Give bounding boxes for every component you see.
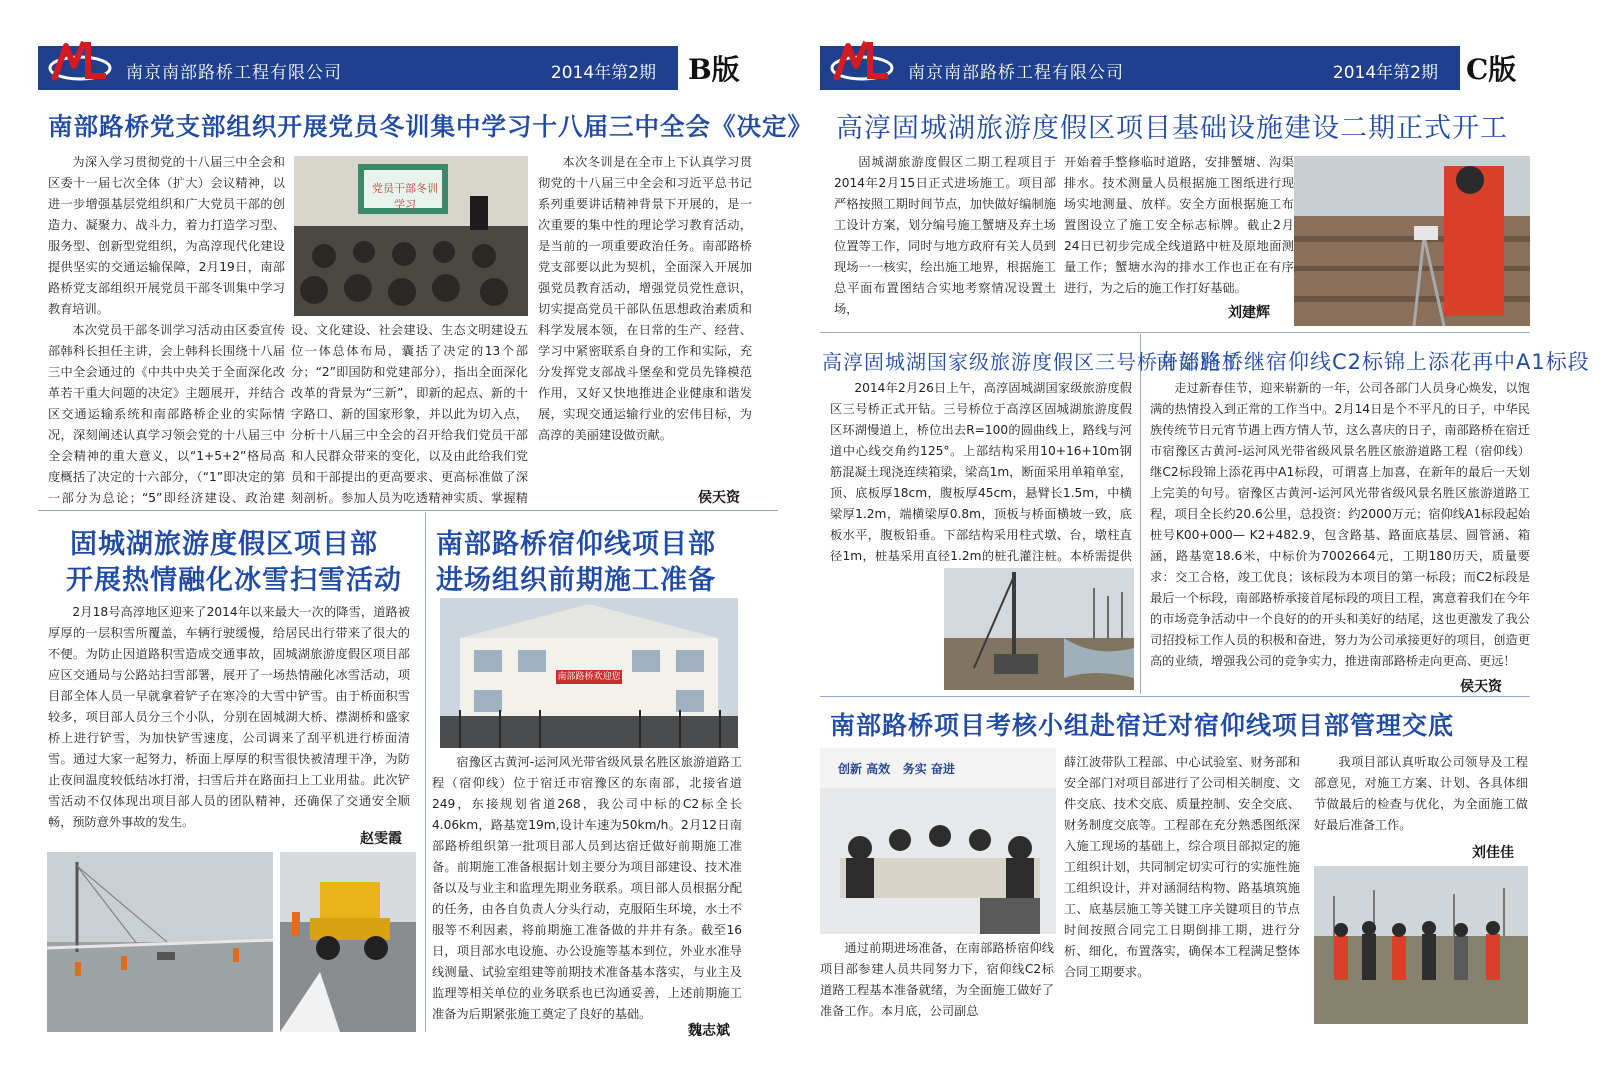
article-paragraph: 固城湖旅游度假区二期工程项目于2014年2月15日正式进场施工。项目部严格按照工期时间节点，加快做好编制施工设计方案，划分编号施工蟹塘及弃土场位置等工作，同时与地方政府有关人员到现场一一核实，绘出施工地界，根据施工总平面布置图结合实地考察情况设置土场， (834, 155, 1056, 316)
article-author: 侯天资 (1460, 679, 1502, 695)
article-body (1314, 752, 1528, 842)
site-inspection-photo (1314, 866, 1528, 1024)
section-divider (38, 510, 778, 511)
article-headline: 开展热情融化冰雪扫雪活动 (66, 565, 402, 596)
issue-number: 2014年第2期 (1332, 63, 1438, 83)
article-body (1150, 378, 1530, 692)
article-author: 刘建辉 (1228, 305, 1270, 321)
article-headline: 南部路桥党支部组织开展党员冬训集中学习十八届三中全会《决定》 (48, 112, 813, 141)
column-divider (1140, 334, 1141, 694)
project-office-photo (440, 598, 738, 748)
article-headline: 高淳固城湖国家级旅游度假区三号桥开始施工 (822, 350, 1242, 374)
article-body (820, 938, 1054, 1030)
article-headline: 进场组织前期施工准备 (436, 565, 716, 596)
column-divider (425, 512, 426, 1032)
page-c (820, 0, 1600, 1090)
bridge-drilling-photo (944, 568, 1134, 690)
welcome-sign-text: 南部路桥欢迎您 (557, 672, 621, 682)
article-paragraph: 我项目部认真听取公司领导及工程部意见，对施工方案、计划、各具体细节做最后的检查与优化，为全面施工做好最后准备工作。 (1314, 755, 1528, 832)
article-body (432, 752, 742, 1024)
article-headline: 南部路桥宿仰线项目部 (436, 529, 716, 560)
meeting-photo (294, 156, 528, 316)
article-paragraph: 走过新春佳节，迎来崭新的一年，公司各部门人员身心焕发，以饱满的热情投入到正常的工作当中。2月14日是个不平凡的日子，中华民族传统节日元宵节遇上西方情人节，这么喜庆的日子，南部路桥在宿迁市宿豫区古黄河-运河风光带省级风景名胜区旅游道路工程（宿仰线）继C2标段锦上添花再中A1标段，可谓喜上加喜，在新年的最后一天划上完美的句号。宿豫区古黄河-运河风光带省级风景名胜区旅游道路工程，项目全长约20.6公里，总投资：约2000万元；宿仰线A1标段起始桩号K00+000— K2+482.9，包含路基、路面底基层、圆管涵、箱涵，路基宽18.6米，中标价为7002664元，工期180历天，质量要求：交工合格，竣工优良；该标段为本项目的第一标段；而C2标段是最后一个标段，南部路桥承接首尾标段的项目工程，寓意着我们在今年的市场竞争活动中一个良好的的开头和美好的结尾，这也更激发了我公司招投标工作人员的积极和奋进，努力为公司承接更好的项目，创造更高的业绩，增强我公司的竞争实力，推进南部路桥走向更高、更远！ (1150, 381, 1530, 668)
company-name: 南京南部路桥工程有限公司 (126, 63, 342, 83)
article-paragraph: 为深入学习贯彻党的十八届三中全会和区委十一届七次全体（扩大）会议精神，以进一步增强基层党组织和广大党员干部的创造力、凝聚力、战斗力，着力打造学习型、服务型、创新型党组织，为高淳现代化建设提供坚实的交通运输保障，2月19日，南部路桥党支部组织开展党员干部冬训集中学习教育培训。 (48, 155, 285, 316)
article-body (834, 152, 1056, 320)
company-logo-icon (826, 36, 896, 90)
article-headline: 固城湖旅游度假区项目部 (70, 529, 378, 560)
article-paragraph: 2014年2月26日上午，高淳固城湖国家级旅游度假区三号桥正式开钻。三号桥位于高淳区固城湖旅游度假区环湖慢道上，桥位出去R=100的圆曲线上，路线与河道中心线交角约125°。上部结构采用10+16+10m钢筋混凝土现浇连续箱梁，梁高1m，断面采用单箱单室，顶、底板厚18cm，腹板厚45cm，悬臂长1.5m，中横梁厚1.2m，端横梁厚0.8m，顶板与桥面横坡一致，底板水平，腹板铅垂。下部结构采用柱式墩、台，墩柱直径1m，桩基采用直径1.2m的桩孔灌注桩。本桥需提供 (830, 381, 1132, 563)
article-paragraph: 通过前期进场准备，在南部路桥宿仰线项目部参建人员共同努力下，宿仰线C2标道路工程基本准备就绪，为全面施工做好了准备工作。本月底，公司副总 (820, 941, 1054, 1018)
article-paragraph: 2月18号高淳地区迎来了2014年以来最大一次的降雪，道路被厚厚的一层积雪所覆盖，车辆行驶缓慢，给居民出行带来了很大的不便。为防止因道路积雪造成交通事故，固城湖旅游度假区项目部应区交通局与公路站扫雪部署，展开了一场热情融化冰雪活动，项目部全体人员一早就拿着铲子在寒冷的大雪中铲雪。由于桥面积雪较多，项目部人员分三个小队，分别在固城湖大桥、襟湖桥和盛家桥上进行铲雪，为加快铲雪速度，公司调来了刮平机进行桥面清雪。通过大家一起努力，桥面上厚厚的积雪很快被清理干净，为防止夜间温度较低结冰打滑，扫雪后并在路面扫上工业用盐。此次铲雪活动不仅体现出项目部人员的团队精神，还确保了交通安全顺畅，预防意外事故的发生。 (48, 605, 410, 829)
article-paragraph: 宿豫区古黄河-运河风光带省级风景名胜区旅游道路工程（宿仰线）位于宿迁市宿豫区的东南部，北接省道249，东接规划省道268，我公司中标的C2标全长4.06km，路基宽19m,设计车速为50km/h。2月12日南部路桥组织第一批项目部人员到达宿迁做好前期施工准备。前期施工准备根据计划主要分为项目部建设、技术准备以及与业主和监理先期业务联系。项目部人员根据分配的任务，由各自负责人分头行动，克服陌生环境，水土不服等不利因素，将前期施工准备做的井井有条。截至16日，项目部水电设施、办公设施等基本到位，外业水准导线测量、试验室组建等前期技术准备基本落实，与业主及监理等相关单位的业务联系也已沟通妥善，上述前期施工准备为后期紧张施工奠定了良好的基础。 (432, 755, 742, 1021)
article-body (830, 378, 1132, 566)
article-body (1064, 752, 1300, 1034)
company-logo-icon (44, 36, 114, 90)
article-author: 魏志斌 (688, 1023, 730, 1039)
article-headline: 南部路桥继宿仰线C2标锦上添花再中A1标段 (1156, 350, 1590, 374)
survey-photo (1294, 156, 1530, 326)
snow-plow-photo (280, 852, 416, 1032)
article-headline: 南部路桥项目考核小组赴宿迁对宿仰线项目部管理交底 (830, 711, 1455, 740)
article-author: 赵雯霞 (360, 831, 402, 847)
article-paragraph: 薛江波带队工程部、中心试验室、财务部和安全部门对项目部进行了公司相关制度、文件交底、技术交底、质量控制、安全交底、财务制度交底等。工程部在充分熟悉图纸深入施工现场的基础上，综合项目部拟定的施工组织计划，共同制定切实可行的实施性施工组织设计，并对涵洞结构物、路基填筑施工、底基层施工等关键工序关键项目的节点时间按照合同完工日期倒排工期，进行分析、细化，布置落实，确保本工程满足整体合同工期要求。 (1064, 755, 1300, 979)
masthead-bar (820, 46, 1460, 90)
edition-label: B版 (688, 53, 740, 86)
article-body (538, 152, 752, 488)
article-body (1064, 152, 1294, 320)
wall-slogan-text: 创新 高效 务实 奋进 (838, 762, 955, 776)
section-divider (820, 696, 1530, 697)
photo-banner-text: 党员干部冬训学习 (372, 182, 438, 211)
article-paragraph: 本次党员干部冬训学习活动由区委宣传部韩科长担任主讲，会上韩科长围绕十八届三中全会通过的《中共中央关于全面深化改革若干重大问题的决定》主题展开，并结合区交通运输系统和南部路桥企业的实际情况，深刻阐述认真学习领会党的十八届三中全会精神的重大意义，以“1+5+2”格局高度概括了决定的十六部分，（“1”即决定的第一部分为总论；“5”即经济建设、政治建设、文化建设、社会建设、生态文明建设五位一体总体布局，囊括了决定的13个部分；“2”即国防和党建部分），指出全面深化改革的背景为“三新”，即新的起点、新的十字路口、新的国家形象，并以此为切入点，分析十八届三中全会的召开给我们党员干部和人民群众带来的变化，以及由此给我们党员和干部提出的更高要求、更高标准做了深刻剖析。参加人员为吃透精神实质、掌握精 (48, 323, 528, 505)
article-body (48, 320, 528, 510)
article-body (48, 602, 410, 834)
company-name: 南京南部路桥工程有限公司 (908, 63, 1124, 83)
meeting-room-photo (820, 748, 1056, 934)
issue-number: 2014年第2期 (550, 63, 656, 83)
article-author: 侯天资 (698, 490, 740, 506)
article-paragraph: 本次冬训是在全市上下认真学习贯彻党的十八届三中全会和习近平总书记系列重要讲话精神背景下开展的，是一次重要的集中性的理论学习教育活动，是当前的一项重要政治任务。南部路桥党支部要以此为契机，全面深入开展加强党员教育活动，增强党员党性意识，切实提高党员干部队伍思想政治素质和科学发展本领，在日常的生产、经营、学习中紧密联系自身的工作和实际，充分发挥党支部战斗堡垒和党员先锋模范作用，又好又快地推进企业健康和谐发展，实现交通运输行业的宏伟目标，为高淳的美丽建设做贡献。 (538, 155, 752, 442)
section-divider (820, 332, 1530, 333)
masthead-bar (38, 46, 678, 90)
article-paragraph: 开始着手整修临时道路，安排蟹塘、沟渠排水。技术测量人员根据施工图纸进行现场实地测量、放样。安全方面根据施工布置图设立了施工安全标志标牌。截止2月24日已初步完成全线道路中桩及原地面测量工作；蟹塘水沟的排水工作也正在有序进行，为之后的施工作打好基础。 (1064, 155, 1294, 295)
article-body (48, 152, 285, 316)
edition-label: C版 (1466, 53, 1517, 86)
article-author: 刘佳佳 (1472, 845, 1514, 861)
article-headline: 高淳固城湖旅游度假区项目基础设施建设二期正式开工 (836, 113, 1508, 144)
snow-bridge-photo (47, 852, 273, 1032)
